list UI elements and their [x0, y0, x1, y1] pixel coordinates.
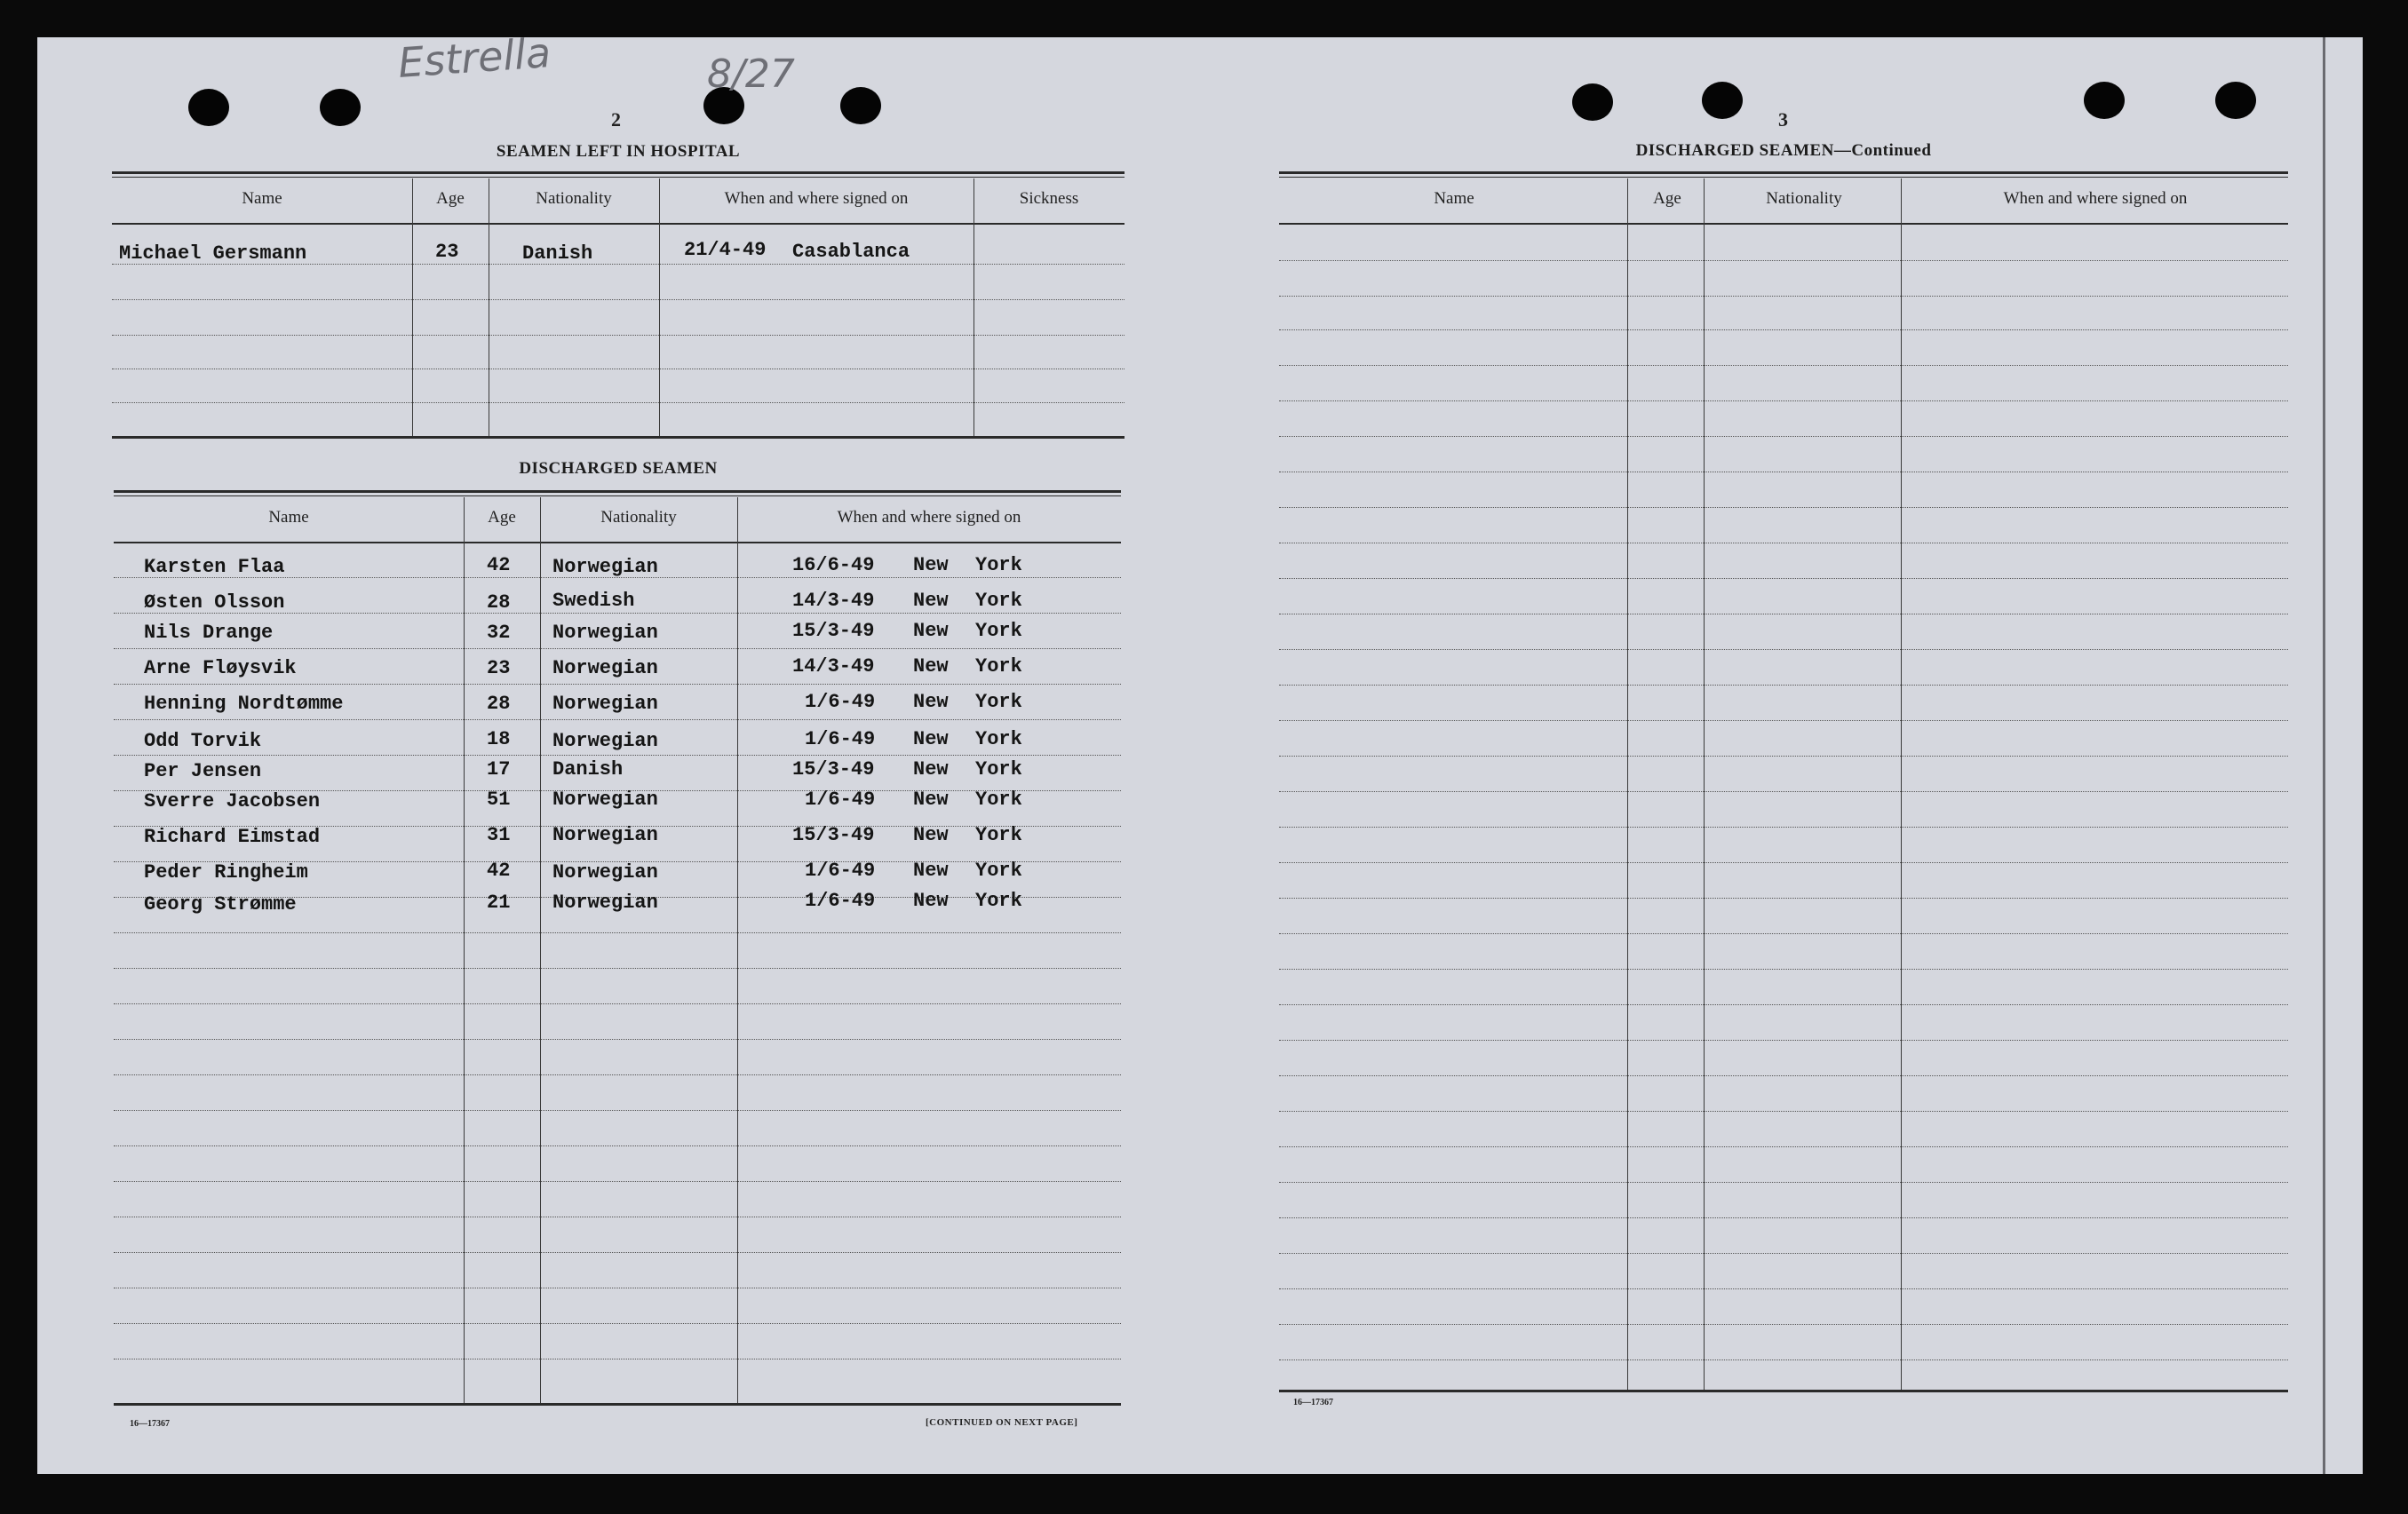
discharged-cell-place: York — [975, 789, 1022, 811]
discharged-cell-nationality: Norwegian — [552, 622, 658, 644]
punch-hole — [320, 89, 361, 126]
discharged-cell-place: York — [975, 758, 1022, 781]
discharged-table — [114, 490, 1121, 1410]
col-header-name: Name — [242, 189, 282, 208]
discharged-cell-date: 15/3-49 — [792, 824, 875, 846]
discharged-cell-date: 1/6-49 — [805, 691, 876, 713]
discharged-cell-age: 31 — [487, 824, 511, 846]
col-header-signed-on: When and where signed on — [724, 189, 909, 208]
discharged-cell-date: 1/6-49 — [805, 728, 876, 750]
discharged-cell-place: New — [913, 590, 949, 612]
discharged-cell-age: 42 — [487, 860, 511, 882]
form-code-right: 16—17367 — [1293, 1398, 1333, 1407]
binding-edge — [2323, 37, 2325, 1474]
discharged-cell-place: New — [913, 728, 949, 750]
punch-hole — [840, 87, 881, 124]
punch-hole — [188, 89, 229, 126]
discharged-cell-age: 51 — [487, 789, 511, 811]
discharged-cell-nationality: Swedish — [552, 590, 635, 612]
discharged-cell-date: 1/6-49 — [805, 789, 876, 811]
discharged-cell-date: 14/3-49 — [792, 590, 875, 612]
discharged-cell-name: Per Jensen — [144, 760, 262, 782]
discharged-cell-place: York — [975, 691, 1022, 713]
col-header-signed-on: When and where signed on — [2003, 189, 2188, 208]
discharged-cell-nationality: Norwegian — [552, 730, 658, 752]
discharged-cell-name: Peder Ringheim — [144, 861, 308, 884]
punch-hole — [2084, 82, 2125, 119]
discharged-cell-nationality: Norwegian — [552, 861, 658, 884]
hospital-cell-age: 23 — [435, 241, 459, 263]
discharged-cell-place: York — [975, 860, 1022, 882]
discharged-cell-date: 15/3-49 — [792, 620, 875, 642]
discharged-cell-name: Sverre Jacobsen — [144, 790, 321, 812]
discharged-cell-age: 28 — [487, 591, 511, 614]
discharged-cell-place: New — [913, 691, 949, 713]
discharged-cell-place: York — [975, 620, 1022, 642]
punch-hole — [2215, 82, 2256, 119]
discharged-cell-age: 23 — [487, 657, 511, 679]
discharged-cell-nationality: Danish — [552, 758, 624, 781]
discharged-cell-name: Karsten Flaa — [144, 556, 285, 578]
discharged-cell-place: New — [913, 655, 949, 678]
form-code-left: 16—17367 — [130, 1419, 170, 1429]
hospital-table — [112, 171, 1125, 441]
discharged-cell-place: York — [975, 590, 1022, 612]
discharged-cell-name: Henning Nordtømme — [144, 693, 344, 715]
discharged-cell-age: 18 — [487, 728, 511, 750]
discharged-cell-place: New — [913, 789, 949, 811]
discharged-cell-name: Richard Eimstad — [144, 826, 321, 848]
discharged-cell-nationality: Norwegian — [552, 789, 658, 811]
discharged-cell-date: 1/6-49 — [805, 860, 876, 882]
discharged-cell-age: 32 — [487, 622, 511, 644]
hospital-cell-name: Michael Gersmann — [119, 242, 307, 265]
page-number-right: 3 — [1778, 108, 1788, 131]
discharged-cell-place: New — [913, 554, 949, 576]
discharged-cell-place: New — [913, 620, 949, 642]
discharged-cell-nationality: Norwegian — [552, 693, 658, 715]
discharged-continued-title: DISCHARGED SEAMEN—Continued — [1635, 141, 1932, 160]
col-header-age: Age — [1653, 189, 1681, 208]
discharged-cell-name: Østen Olsson — [144, 591, 285, 614]
col-header-name: Name — [1434, 189, 1474, 208]
col-header-nationality: Nationality — [600, 508, 677, 527]
discharged-cell-name: Georg Strømme — [144, 893, 297, 916]
discharged-cell-place: York — [975, 728, 1022, 750]
discharged-cell-place: New — [913, 860, 949, 882]
discharged-cell-place: New — [913, 758, 949, 781]
discharged-cell-name: Odd Torvik — [144, 730, 262, 752]
discharged-cell-name: Arne Fløysvik — [144, 657, 297, 679]
handwritten-number: 8/27 — [707, 52, 795, 97]
col-header-nationality: Nationality — [1766, 189, 1842, 208]
discharged-cell-age: 21 — [487, 892, 511, 914]
discharged-cell-nationality: Norwegian — [552, 892, 658, 914]
punch-hole — [1702, 82, 1743, 119]
hospital-section-title: SEAMEN LEFT IN HOSPITAL — [496, 142, 741, 161]
handwritten-vessel-name: Estrella — [396, 28, 552, 87]
hospital-cell-nationality: Danish — [522, 242, 593, 265]
discharged-cell-date: 16/6-49 — [792, 554, 875, 576]
discharged-cell-place: New — [913, 890, 949, 912]
punch-hole — [1572, 83, 1613, 121]
continued-note: [CONTINUED ON NEXT PAGE] — [926, 1417, 1078, 1428]
hospital-cell-date: 21/4-49 — [684, 239, 767, 261]
discharged-cell-place: York — [975, 824, 1022, 846]
discharged-cell-nationality: Norwegian — [552, 824, 658, 846]
discharged-cell-place: New — [913, 824, 949, 846]
col-header-name: Name — [268, 508, 309, 527]
discharged-section-title: DISCHARGED SEAMEN — [519, 459, 718, 478]
hospital-cell-place: Casablanca — [792, 241, 910, 263]
discharged-cell-age: 28 — [487, 693, 511, 715]
discharged-cell-nationality: Norwegian — [552, 657, 658, 679]
discharged-cell-place: York — [975, 890, 1022, 912]
discharged-cell-place: York — [975, 554, 1022, 576]
col-header-signed-on: When and where signed on — [837, 508, 1021, 527]
page-number-left: 2 — [611, 108, 621, 131]
discharged-cell-date: 1/6-49 — [805, 890, 876, 912]
discharged-continued-table — [1279, 171, 2288, 1393]
col-header-sickness: Sickness — [1019, 189, 1079, 208]
discharged-cell-date: 15/3-49 — [792, 758, 875, 781]
discharged-cell-date: 14/3-49 — [792, 655, 875, 678]
discharged-cell-nationality: Norwegian — [552, 556, 658, 578]
col-header-age: Age — [488, 508, 516, 527]
col-header-nationality: Nationality — [536, 189, 612, 208]
discharged-cell-name: Nils Drange — [144, 622, 274, 644]
discharged-cell-age: 42 — [487, 554, 511, 576]
discharged-cell-place: York — [975, 655, 1022, 678]
discharged-cell-age: 17 — [487, 758, 511, 781]
col-header-age: Age — [436, 189, 465, 208]
